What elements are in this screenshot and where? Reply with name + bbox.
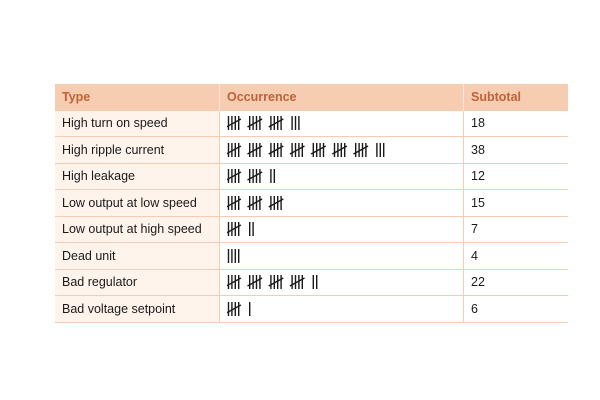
tally-marks [227, 193, 457, 213]
type-cell: Bad regulator [55, 269, 220, 296]
tally-marks [227, 246, 457, 266]
type-cell: Low output at high speed [55, 216, 220, 243]
table-row [55, 137, 568, 164]
occurrence-cell [220, 269, 464, 296]
occurrence-cell [220, 243, 464, 270]
subtotal-cell: 22 [464, 269, 569, 296]
tally-marks [227, 113, 457, 133]
subtotal-cell: 38 [464, 137, 569, 164]
tally-marks [227, 299, 457, 319]
header-occurrence: Occurrence [220, 84, 464, 110]
subtotal-cell: 7 [464, 216, 569, 243]
occurrence-cell [220, 137, 464, 164]
type-cell: High turn on speed [55, 110, 220, 137]
header-row [55, 84, 568, 110]
header-subtotal: Subtotal [471, 89, 521, 104]
type-cell: Dead unit [55, 243, 220, 270]
subtotal-cell: 4 [464, 243, 569, 270]
occurrence-cell [220, 296, 464, 323]
subtotal-cell: 6 [464, 296, 569, 323]
occurrence-cell [220, 110, 464, 137]
table-row [55, 190, 568, 217]
subtotal-cell: 18 [464, 110, 569, 137]
tally-marks [227, 272, 457, 292]
subtotal-cell: 15 [464, 190, 569, 217]
table-row [55, 216, 568, 243]
table-row [55, 243, 568, 270]
type-cell: High leakage [55, 163, 220, 190]
header-type: Type [55, 84, 220, 110]
occurrence-cell [220, 216, 464, 243]
occurrence-cell [220, 163, 464, 190]
type-cell: High ripple current [55, 137, 220, 164]
table-row [55, 110, 568, 137]
type-cell: Low output at low speed [55, 190, 220, 217]
table-row [55, 296, 568, 323]
tally-marks [227, 140, 457, 160]
occurrence-cell [220, 190, 464, 217]
tally-table [55, 84, 568, 323]
type-cell: Bad voltage setpoint [55, 296, 220, 323]
tally-marks [227, 166, 457, 186]
subtotal-cell: 12 [464, 163, 569, 190]
tally-marks [227, 219, 457, 239]
table-row [55, 163, 568, 190]
table-row [55, 269, 568, 296]
